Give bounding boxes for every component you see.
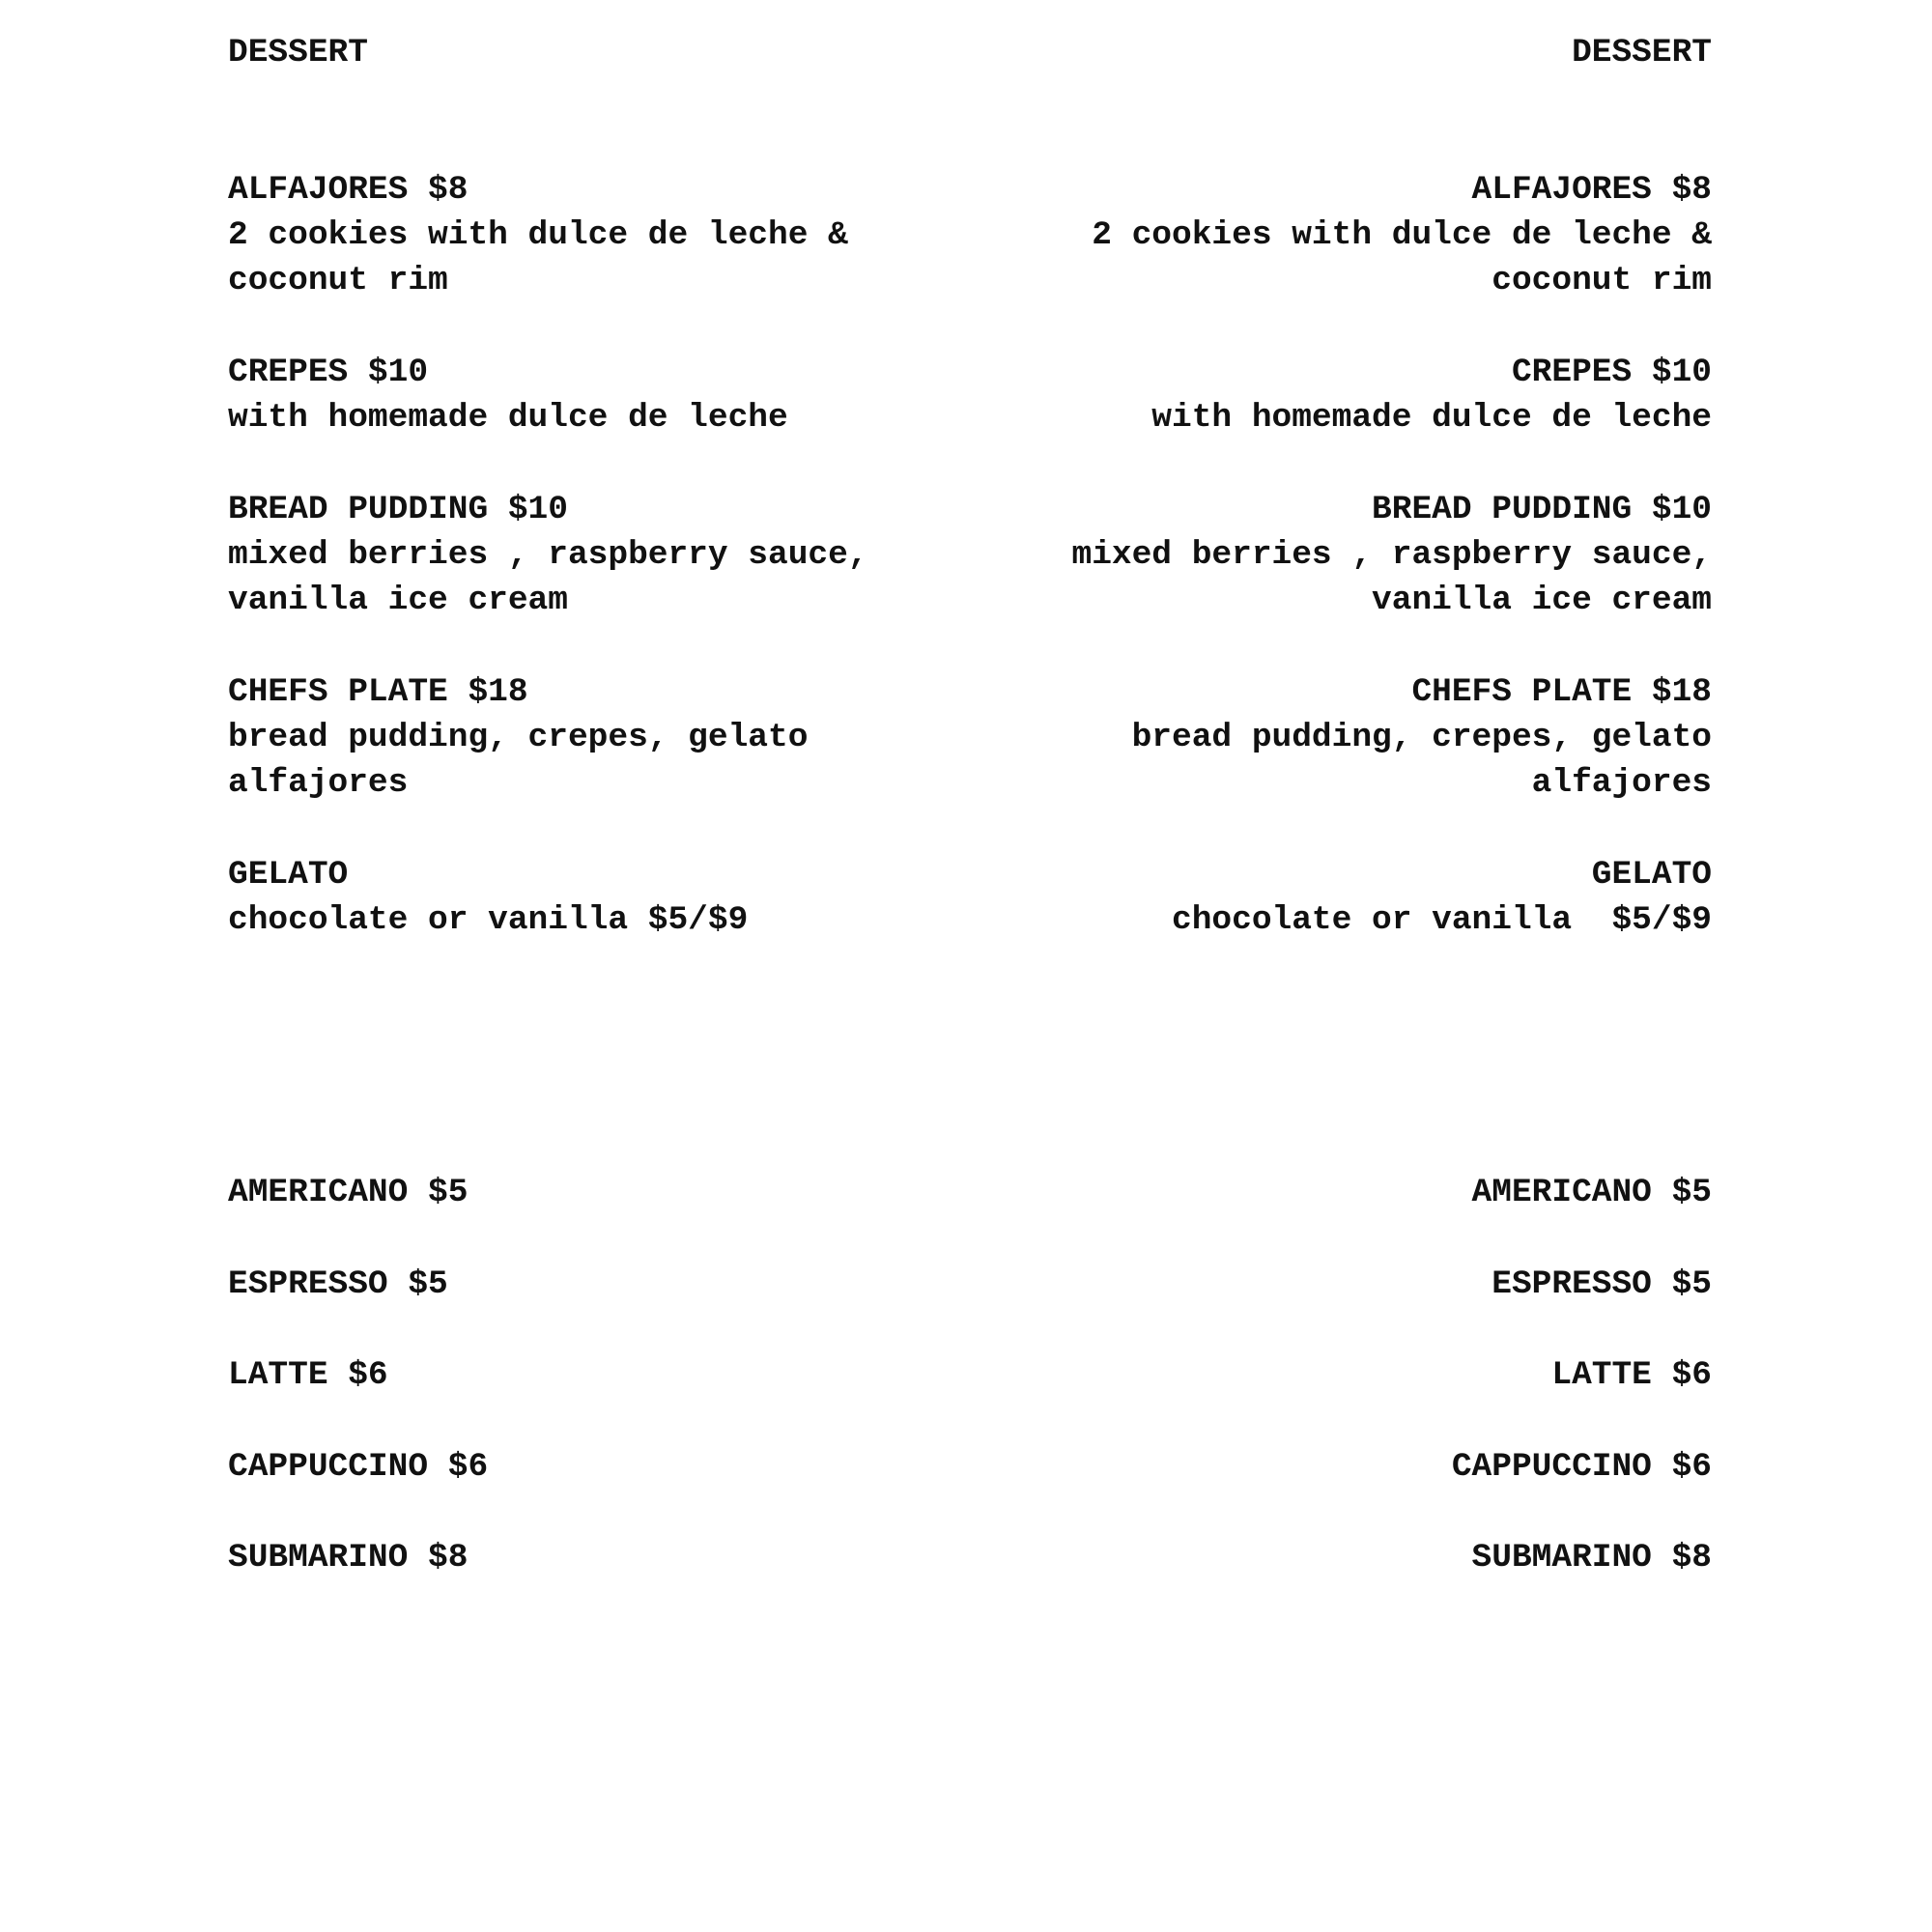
dessert-desc-bread-pudding-line1: mixed berries , raspberry sauce, [228,536,868,574]
drink-item-espresso: ESPRESSO $5 [1492,1265,1712,1303]
dessert-desc-gelato-line1: chocolate or vanilla $5/$9 [1172,901,1712,939]
drink-item-americano: AMERICANO $5 [228,1174,469,1211]
section-title: DESSERT [1572,34,1712,71]
dessert-title-alfajores: ALFAJORES $8 [1471,171,1712,209]
dessert-desc-alfajores-line2: coconut rim [228,262,448,299]
drink-item-espresso: ESPRESSO $5 [228,1265,448,1303]
dessert-desc-bread-pudding-line1: mixed berries , raspberry sauce, [1071,536,1712,574]
drink-item-submarino: SUBMARINO $8 [228,1539,469,1577]
dessert-title-chefs-plate: CHEFS PLATE $18 [228,673,528,711]
dessert-desc-chefs-plate-line2: alfajores [1531,764,1712,802]
dessert-desc-chefs-plate-line1: bread pudding, crepes, gelato [1131,719,1712,756]
dessert-desc-gelato-line1: chocolate or vanilla $5/$9 [228,901,749,939]
dessert-desc-bread-pudding-line2: vanilla ice cream [1372,582,1712,619]
dessert-title-gelato: GELATO [1591,856,1712,894]
dessert-desc-alfajores-line1: 2 cookies with dulce de leche & [228,216,848,254]
dessert-title-bread-pudding: BREAD PUDDING $10 [228,491,568,528]
dessert-title-bread-pudding: BREAD PUDDING $10 [1372,491,1712,528]
dessert-desc-crepes-line1: with homemade dulce de leche [1151,399,1712,437]
dessert-desc-bread-pudding-line2: vanilla ice cream [228,582,568,619]
dessert-title-alfajores: ALFAJORES $8 [228,171,469,209]
section-title: DESSERT [228,34,368,71]
dessert-title-crepes: CREPES $10 [228,354,429,391]
dessert-desc-chefs-plate-line2: alfajores [228,764,409,802]
dessert-title-gelato: GELATO [228,856,349,894]
drink-item-cappuccino: CAPPUCCINO $6 [228,1448,489,1486]
dessert-title-chefs-plate: CHEFS PLATE $18 [1411,673,1712,711]
dessert-desc-alfajores-line2: coconut rim [1492,262,1712,299]
drink-item-americano: AMERICANO $5 [1471,1174,1712,1211]
drink-item-latte: LATTE $6 [228,1356,388,1394]
drink-item-latte: LATTE $6 [1551,1356,1712,1394]
dessert-desc-chefs-plate-line1: bread pudding, crepes, gelato [228,719,809,756]
dessert-desc-crepes-line1: with homemade dulce de leche [228,399,788,437]
dessert-title-crepes: CREPES $10 [1511,354,1712,391]
dessert-desc-alfajores-line1: 2 cookies with dulce de leche & [1092,216,1712,254]
drink-item-submarino: SUBMARINO $8 [1471,1539,1712,1577]
drink-item-cappuccino: CAPPUCCINO $6 [1451,1448,1712,1486]
